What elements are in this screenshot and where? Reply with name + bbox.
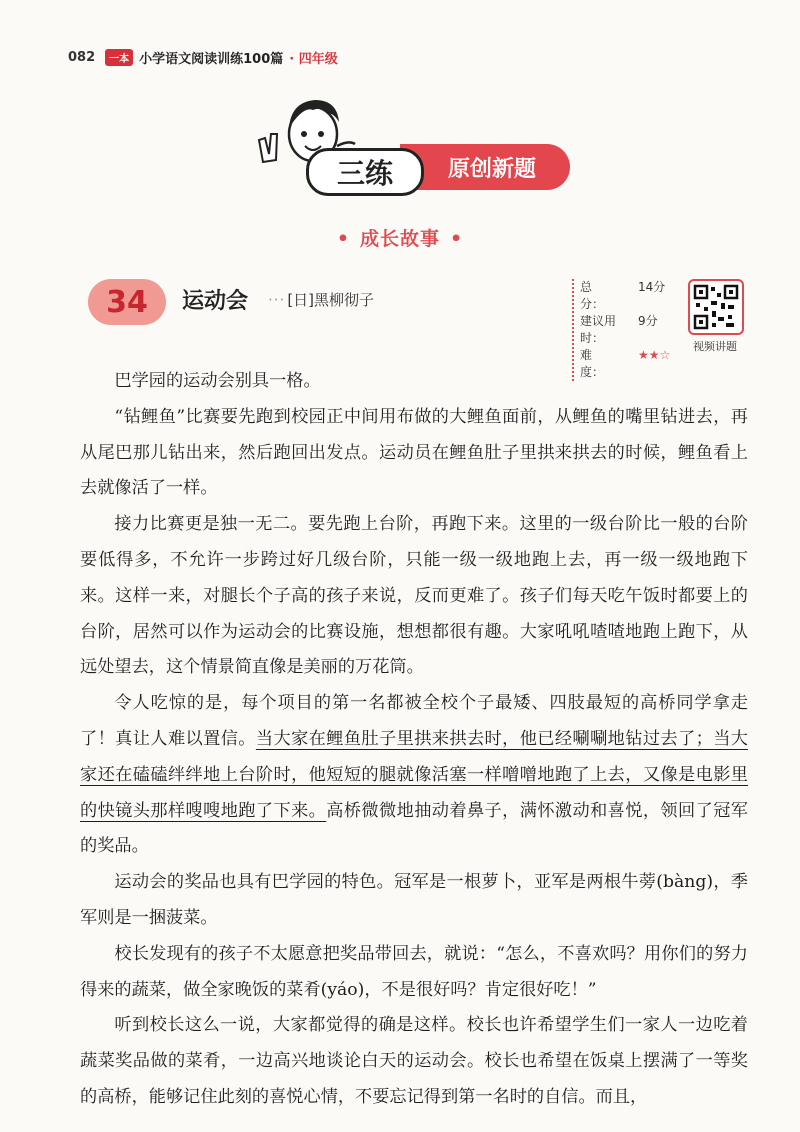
section-title: 成长故事	[359, 228, 440, 250]
author-line	[268, 289, 374, 310]
grade-label: · 四年级	[289, 51, 338, 67]
info-difficulty-label: 难 度：	[580, 348, 617, 379]
book-title: 小学语文阅读训练100篇	[139, 51, 284, 67]
section-heading	[0, 224, 800, 251]
info-total-label: 总 分：	[580, 280, 617, 311]
brand-logo: 一本	[105, 49, 133, 66]
section-dot-left: •	[336, 228, 350, 250]
paragraph: 听到校长这么一说，大家都觉得的确是这样。校长也许希望学生们一家人一边吃着蔬菜奖品做的菜肴，一边高兴地谈论白天的运动会。校长也希望在饭桌上摆满了一等奖的高桥，能够记住此刻的喜悦心情，不要忘记得到第一名时的自信。而且，	[80, 1015, 748, 1107]
banner-right-text: 原创新题	[447, 156, 536, 182]
page-header	[68, 46, 338, 68]
info-time-value: 9分	[638, 314, 658, 328]
banner-title	[306, 148, 424, 196]
info-total-value: 14分	[638, 280, 666, 294]
lesson-title: 运动会	[182, 289, 249, 314]
page-number: 082	[68, 49, 96, 65]
video-label: 视频讲题	[693, 340, 737, 353]
paragraph-part: 高桥微微地抽动着鼻子，满怀激动和喜悦，领回了冠军的奖品。	[80, 800, 748, 857]
lesson-number-badge	[88, 279, 166, 325]
banner-left-text: 三练	[336, 157, 393, 190]
info-time-label: 建议用时：	[580, 314, 617, 345]
author-prefix: ···	[268, 291, 286, 309]
qr-code-icon[interactable]	[688, 279, 744, 335]
paragraph: 巴学园的运动会别具一格。	[114, 371, 321, 391]
paragraph: “钻鲤鱼”比赛要先跑到校园正中间用布做的大鲤鱼面前，从鲤鱼的嘴里钻进去，再从尾巴那儿钻出来，然后跑回出发点。运动员在鲤鱼肚子里拱来拱去的时候，鲤鱼看上去就像活了一样。	[80, 406, 748, 499]
article-body	[80, 364, 748, 1116]
paragraph	[80, 686, 748, 865]
paragraph: 校长发现有的孩子不太愿意把奖品带回去，就说：“怎么，不喜欢吗？用你们的努力得来的蔬菜，做全家晚饭的菜肴(yáo)，不是很好吗？肯定很好吃！”	[80, 943, 748, 1000]
author-name: [日]黑柳彻子	[287, 291, 375, 309]
info-time	[580, 313, 670, 347]
section-dot-right: •	[450, 228, 464, 250]
lesson-number: 34	[106, 284, 148, 320]
paragraph: 接力比赛更是独一无二。要先跑上台阶，再跑下来。这里的一级台阶比一般的台阶要低得多，不允许一步跨过好几级台阶，只能一级一级地跑上去，再一级一级地跑下来。这样一来，对腿长个子高的孩子来说，反而更难了。孩子们每天吃午饭时都要上的台阶，居然可以作为运动会的比赛设施，想想都很有趣。大家吼吼喳喳地跑上跑下，从远处望去，这个情景简直像是美丽的万花筒。	[80, 514, 748, 678]
difficulty-stars: ★★☆	[638, 348, 671, 362]
paragraph: 运动会的奖品也具有巴学园的特色。冠军是一根萝卜，亚军是两根牛蒡(bàng)，季军则是一捆菠菜。	[80, 872, 748, 928]
info-total	[580, 279, 670, 313]
banner-subtitle	[400, 144, 570, 190]
paragraph-part: 令人吃惊的是，每个项目的第一名都被全校个子最矮、四肢最短的高桥同学拿走了！真让人难以置信。	[80, 693, 748, 749]
underlined-sentence: 当大家在鲤鱼肚子里拱来拱去时，他已经唰唰地钻过去了；当大家还在磕磕绊绊地上台阶时，他短短的腿就像活塞一样噌噌地跑了上去，又像是电影里的快镜头那样嗖嗖地跑了下来。	[80, 728, 748, 821]
